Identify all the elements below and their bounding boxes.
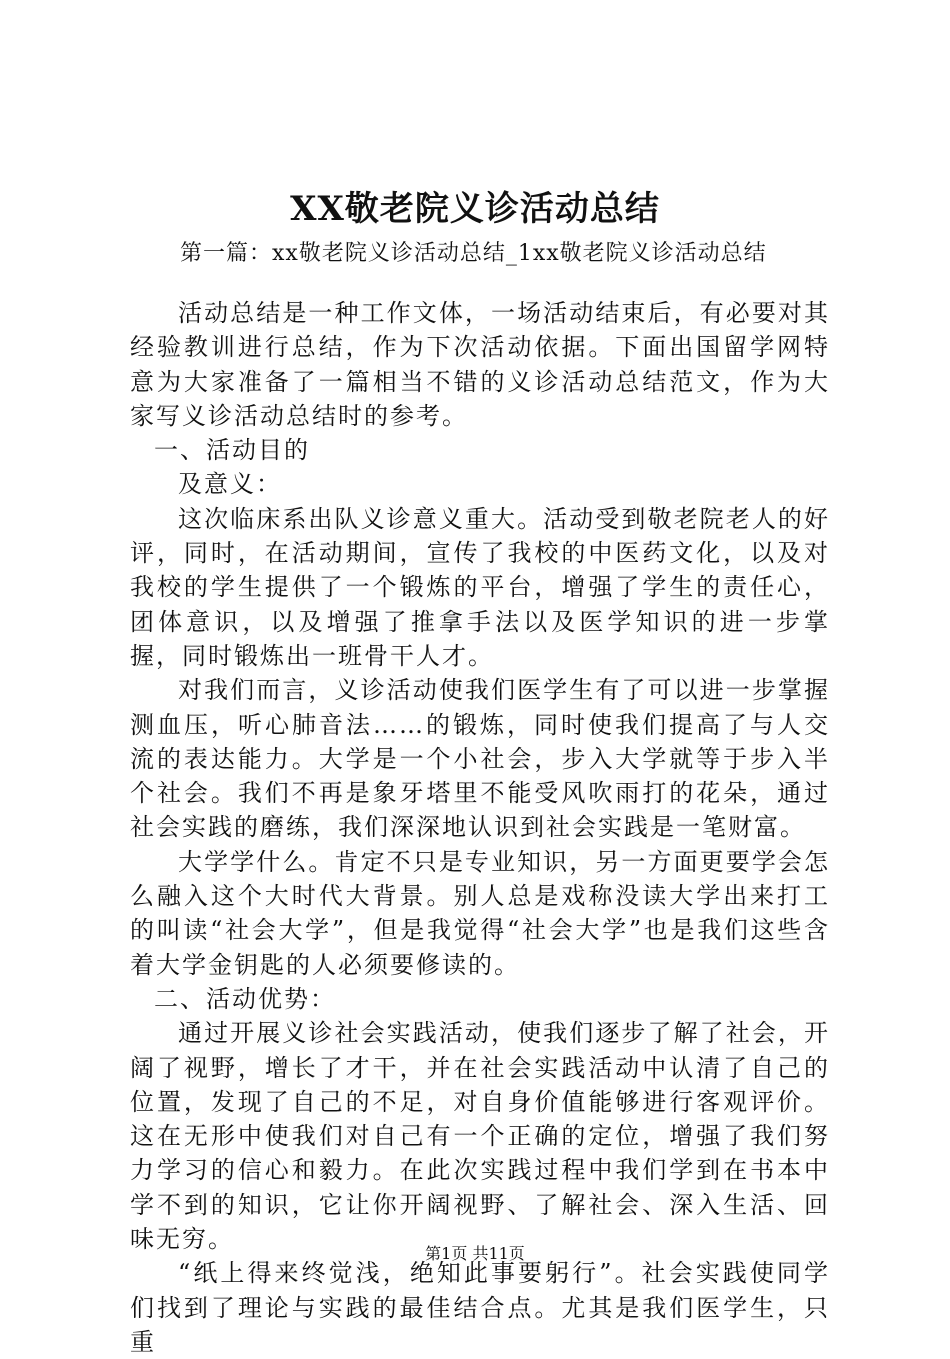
document-title: XX敬老院义诊活动总结 [290, 189, 660, 229]
section-heading-purpose: 一、活动目的 [154, 436, 310, 465]
paragraph-quote: “纸上得来终觉浅，绝知此事要躬行”。社会实践使同学们找到了理论与实践的最佳结合点。尤其是我们医学生，只重 [130, 1259, 830, 1356]
page-footer: 第1页 共11页 [425, 1244, 525, 1263]
document-body [130, 296, 830, 1359]
paragraph-university: 大学学什么。肯定不只是专业知识，另一方面更要学会怎么融入这个大时代大背景。别人总是戏称没读大学出来打工的叫读“社会大学”，但是我觉得“社会大学”也是我们这些含着大学金钥匙的人必须要修读的。 [130, 847, 830, 979]
paragraph-significance: 这次临床系出队义诊意义重大。活动受到敬老院老人的好评，同时，在活动期间，宣传了我校的中医药文化，以及对我校的学生提供了一个锻炼的平台，增强了学生的责任心，团体意识，以及增强了推拿手法以及医学知识的进一步掌握，同时锻炼出一班骨干人才。 [130, 504, 830, 670]
paragraph-for-us: 对我们而言，义诊活动使我们医学生有了可以进一步掌握测血压，听心肺音法……的锻炼，同时使我们提高了与人交流的表达能力。大学是一个小社会，步入大学就等于步入半个社会。我们不再是象牙塔里不能受风吹雨打的花朵，通过社会实践的磨练，我们深深地认识到社会实践是一笔财富。 [130, 676, 830, 842]
paragraph-advantages: 通过开展义诊社会实践活动，使我们逐步了解了社会，开阔了视野，增长了才干，并在社会实践活动中认清了自己的位置，发现了自己的不足，对自身价值能够进行客观评价。这在无形中使我们对自己有一个正确的定位，增强了我们努力学习的信心和毅力。在此次实践过程中我们学到在书本中学不到的知识，它让你开阔视野、了解社会、深入生活、回味无穷。 [130, 1019, 830, 1254]
section-heading-purpose-cont: 及意义： [178, 470, 282, 499]
paragraph-intro: 活动总结是一种工作文体，一场活动结束后，有必要对其经验教训进行总结，作为下次活动依据。下面出国留学网特意为大家准备了一篇相当不错的义诊活动总结范文，作为大家写义诊活动总结时的参考。 [130, 299, 830, 430]
document-subtitle: 第一篇：xx敬老院义诊活动总结_1xx敬老院义诊活动总结 [180, 241, 767, 266]
section-heading-advantages: 二、活动优势： [154, 984, 336, 1013]
